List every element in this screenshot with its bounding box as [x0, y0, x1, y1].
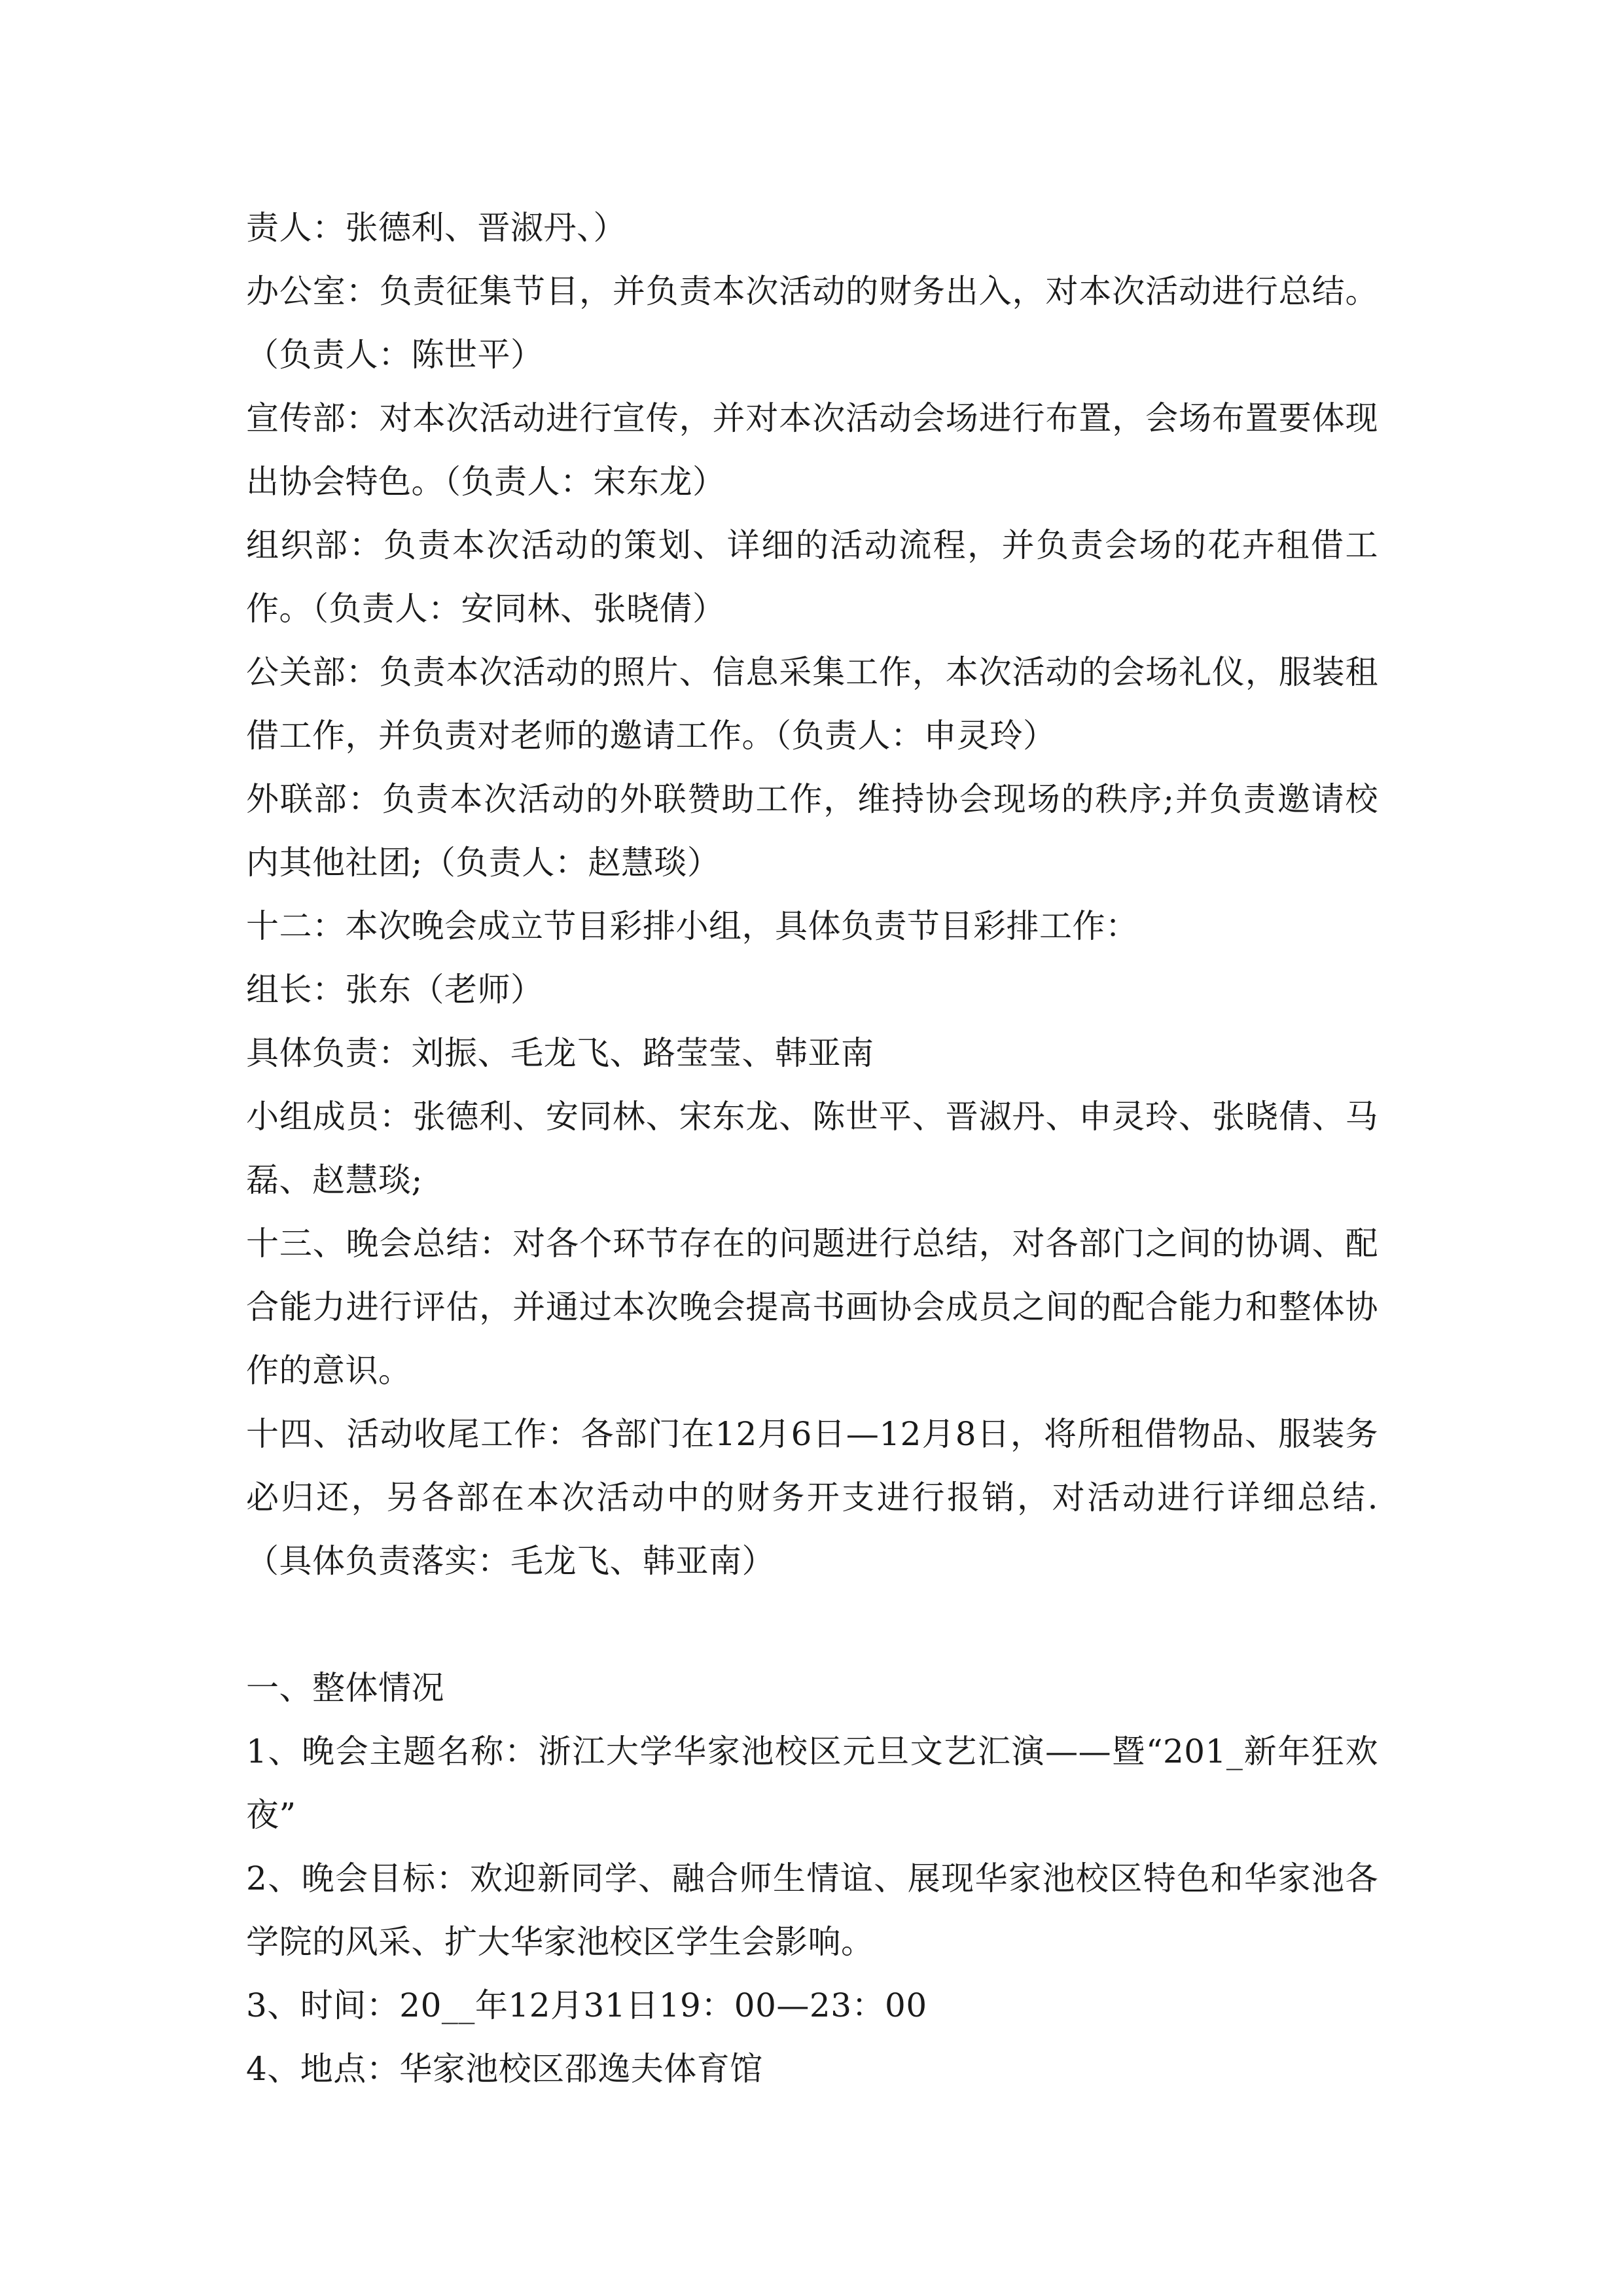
paragraph-office: 办公室：负责征集节目，并负责本次活动的财务出入，对本次活动进行总结。（负责人：陈世平） — [246, 272, 1378, 374]
paragraph-gap — [246, 1593, 1378, 1657]
paragraph-public-relations: 公关部：负责本次活动的照片、信息采集工作，本次活动的会场礼仪，服装租借工作，并负责对老师的邀请工作。（负责人：申灵玲） — [246, 653, 1378, 755]
heading-overall-situation: 一、整体情况 — [246, 1669, 444, 1707]
paragraph-time: 3、时间：20__年12月31日19：00—23：00 — [246, 1986, 927, 2024]
paragraph-responsible-continued: 责人：张德利、晋淑丹、） — [246, 209, 626, 247]
paragraph-goal: 2、晚会目标：欢迎新同学、融合师生情谊、展现华家池校区特色和华家池各学院的风采、扩大华家池校区学生会影响。 — [246, 1859, 1378, 1961]
paragraph-section-thirteen: 十三、晚会总结：对各个环节存在的问题进行总结，对各部门之间的协调、配合能力进行评估，并通过本次晚会提高书画协会成员之间的配合能力和整体协作的意识。 — [246, 1225, 1378, 1390]
paragraph-publicity: 宣传部：对本次活动进行宣传，并对本次活动会场进行布置，会场布置要体现出协会特色。（负责人：宋东龙） — [246, 399, 1378, 501]
document-body — [246, 196, 1378, 2101]
paragraph-specific-responsible: 具体负责：刘振、毛龙飞、路莹莹、韩亚南 — [246, 1034, 874, 1072]
paragraph-external-liaison: 外联部：负责本次活动的外联赞助工作，维持协会现场的秩序;并负责邀请校内其他社团;（负责人：赵慧琰） — [246, 780, 1378, 882]
paragraph-group-leader: 组长：张东（老师） — [246, 971, 544, 1009]
paragraph-location: 4、地点：华家池校区邵逸夫体育馆 — [246, 2050, 763, 2088]
paragraph-theme-name: 1、晚会主题名称：浙江大学华家池校区元旦文艺汇演——暨“201_新年狂欢夜” — [246, 1732, 1378, 1834]
paragraph-group-members: 小组成员：张德利、安同林、宋东龙、陈世平、晋淑丹、申灵玲、张晓倩、马磊、赵慧琰; — [246, 1098, 1378, 1199]
paragraph-section-fourteen: 十四、活动收尾工作：各部门在12月6日—12月8日，将所租借物品、服装务必归还，另各部在本次活动中的财务开支进行报销，对活动进行详细总结.（具体负责落实：毛龙飞、韩亚南） — [246, 1415, 1378, 1580]
paragraph-organization: 组织部：负责本次活动的策划、详细的活动流程，并负责会场的花卉租借工作。（负责人：安同林、张晓倩） — [246, 526, 1378, 628]
paragraph-section-twelve: 十二：本次晚会成立节目彩排小组，具体负责节目彩排工作： — [246, 907, 1139, 945]
